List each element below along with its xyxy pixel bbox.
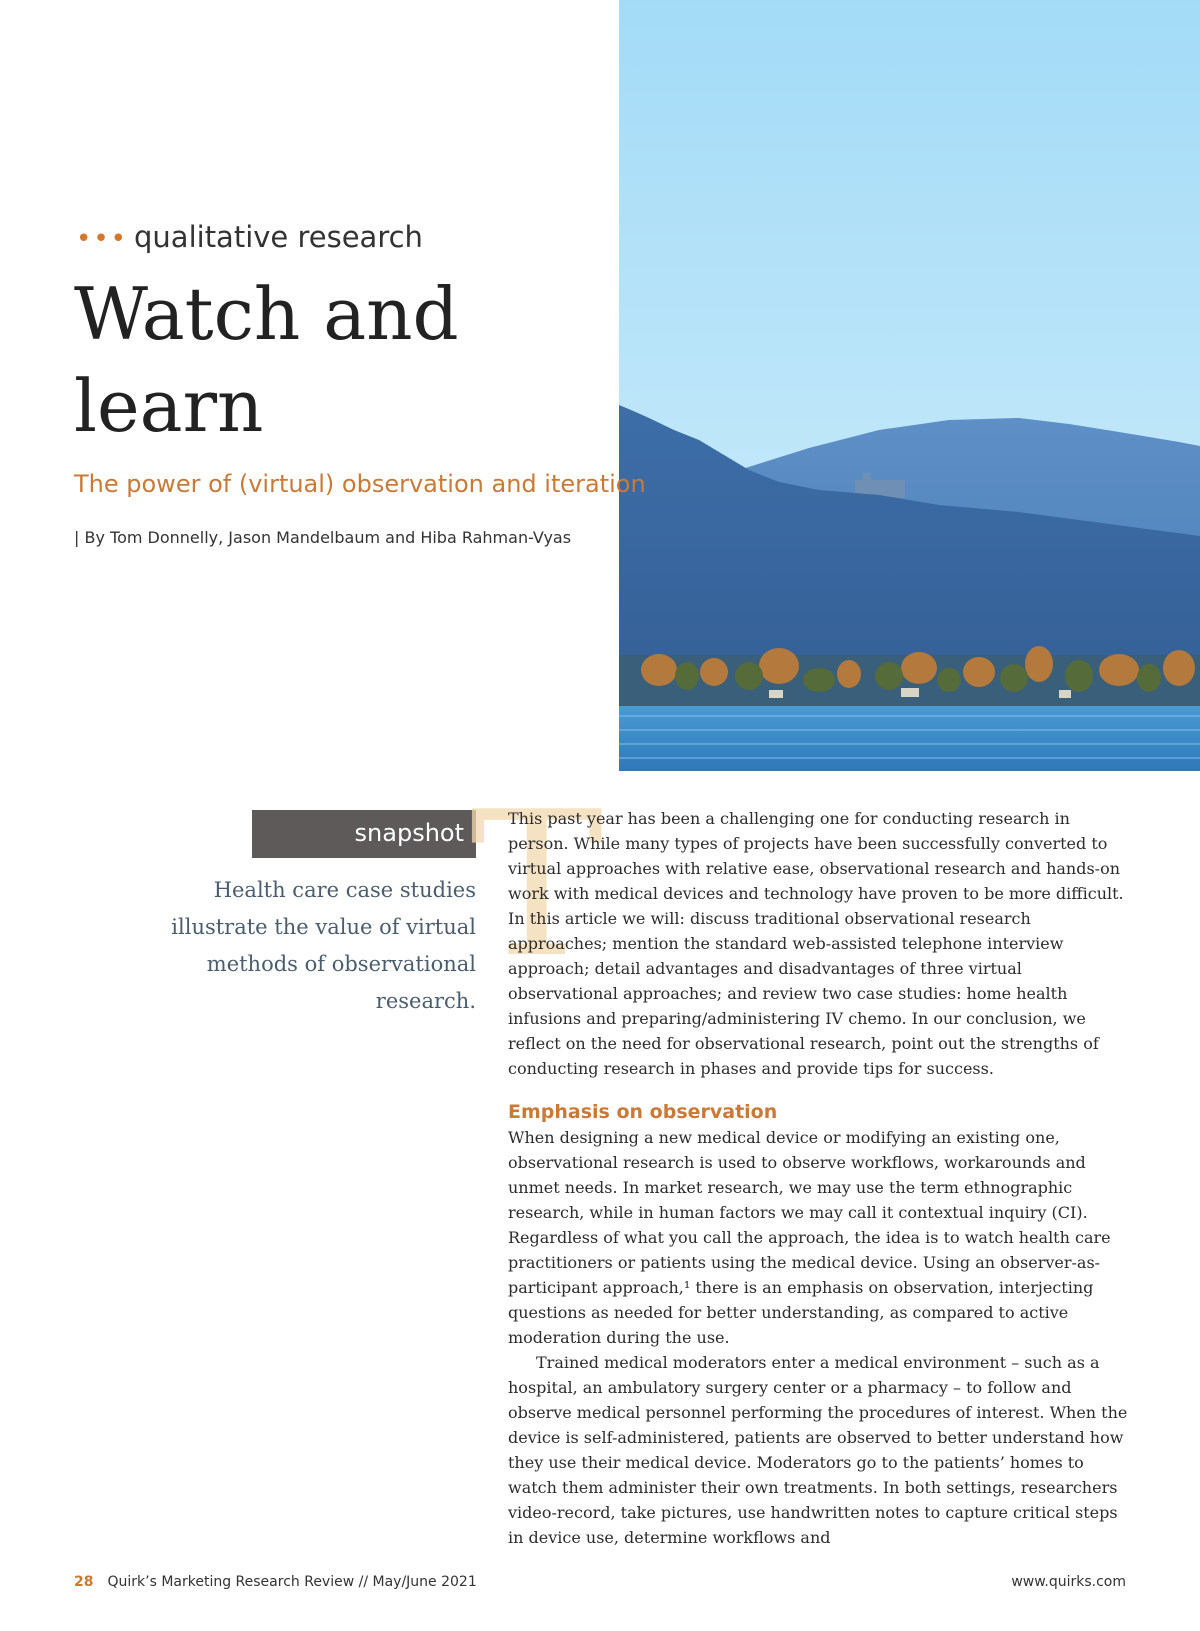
- article-body: [508, 806, 1128, 1550]
- section-dots-icon: •••: [76, 224, 129, 254]
- body-paragraph-1: When designing a new medical device or modifying an existing one, observational research is used to observe workflows, workarounds and unmet needs. In market research, we may use the term ethnographic research, while in human factors we may call it contextual inquiry (CI). Regardless of what you call the approach, the idea is to watch health care practitioners or patients using the medical device. Using an observer-as-participant approach,¹ there is an emphasis on observation, interjecting questions as needed for better understanding, as compared to active moderation during the use.: [508, 1128, 1111, 1347]
- article-subtitle: The power of (virtual) observation and iteration: [74, 470, 646, 498]
- page-footer: [74, 1574, 1126, 1590]
- title-line-1: Watch and: [74, 272, 459, 356]
- page-number: 28: [74, 1574, 94, 1590]
- website-link[interactable]: www.quirks.com: [1011, 1574, 1126, 1590]
- snapshot-label: snapshot: [252, 810, 476, 858]
- article-byline: | By Tom Donnelly, Jason Mandelbaum and Hiba Rahman-Vyas: [74, 528, 572, 547]
- intro-paragraph: This past year has been a challenging one for conducting research in person. While many types of projects have been successfully converted to virtual approaches with relative ease, observational research and hands-on work with medical devices and technology have proven to be more difficult. In this article we will: discuss traditional observational research approaches; mention the standard web-assisted telephone interview approach; detail advantages and disadvantages of three virtual observational approaches; and review two case studies: home health infusions and preparing/administering IV chemo. In our conclusion, we reflect on the need for observational research, point out the strengths of conducting research in phases and provide tips for success.: [508, 809, 1124, 1078]
- lake-landscape-illustration: [619, 0, 1200, 771]
- snapshot-summary: Health care case studies illustrate the value of virtual methods of observational research.: [171, 878, 476, 1013]
- drop-cap: T: [470, 769, 604, 1002]
- section-label: [76, 220, 423, 254]
- section-heading: Emphasis on observation: [508, 1101, 778, 1123]
- section-label-text: qualitative research: [134, 220, 423, 254]
- body-paragraph-2: Trained medical moderators enter a medical environment – such as a hospital, an ambulatory surgery center or a pharmacy – to follow and observe medical personnel performing the procedures of interest. When the device is self-administered, patients are observed to better understand how they use their medical device. Moderators go to the patients’ homes to watch them administer their own treatments. In both settings, researchers video-record, take pictures, use handwritten notes to capture critical steps in device use, determine workflows and: [508, 1353, 1128, 1547]
- article-title: [74, 268, 594, 452]
- title-line-2: learn: [74, 364, 264, 448]
- lake-landscape-photo: [619, 0, 1200, 771]
- publication-name: Quirk’s Marketing Research Review // May/June 2021: [107, 1574, 477, 1590]
